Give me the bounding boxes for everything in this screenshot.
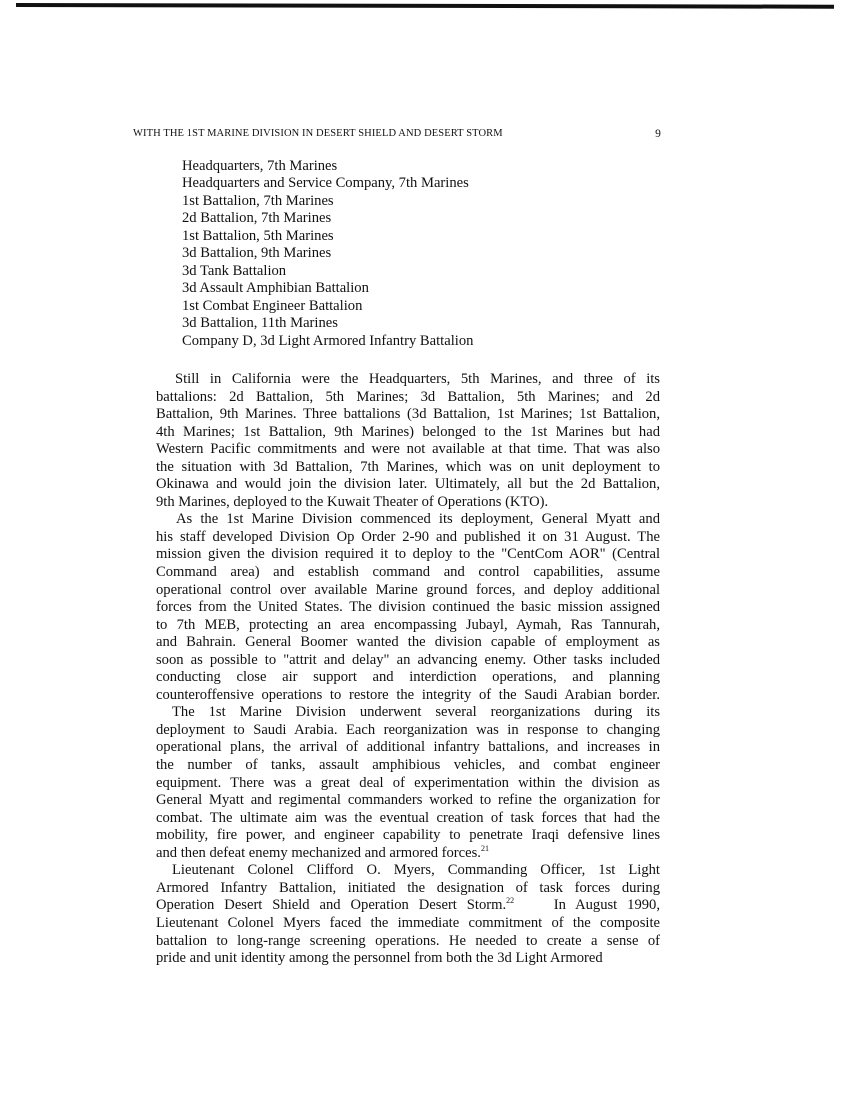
text-line: battalions: 2d Battalion, 5th Marines; 3d Battalion, 5th Marines; and 2d: [156, 388, 660, 405]
text-line: Lieutenant Colonel Clifford O. Myers, Commanding Officer, 1st Light: [172, 862, 660, 879]
text-line: As the 1st Marine Division commenced its deployment, General Myatt and: [176, 511, 660, 528]
unit-list-item: 3d Tank Battalion: [182, 262, 287, 279]
text-line: General Myatt and regimental commanders worked to refine the organization for: [156, 792, 660, 809]
text-line: Command area) and establish command and control capabilities, assume: [156, 564, 660, 581]
text-line: mobility, fire power, and engineer capability to penetrate Iraqi defensive lines: [156, 827, 660, 844]
unit-list-item: Headquarters, 7th Marines: [182, 158, 338, 174]
unit-list-item: 1st Battalion, 7th Marines: [182, 192, 334, 209]
text-line: 9th Marines, deployed to the Kuwait Theater of Operations (KTO).: [156, 493, 549, 510]
text-line: The 1st Marine Division underwent several reorganizations during its: [172, 704, 660, 721]
text-line: the situation with 3d Battalion, 7th Marines, which was on unit deployment to: [156, 458, 660, 475]
top-edge-rule: [16, 3, 834, 9]
paragraph-task-forces: [156, 862, 660, 967]
text-line: soon as possible to "attrit and delay" an advancing enemy. Other tasks included: [156, 651, 660, 668]
text-fragment: In August 1990,: [553, 897, 660, 914]
text-line: 4th Marines; 1st Battalion, 9th Marines) belonged to the 1st Marines but had: [156, 423, 660, 440]
text-line: mission given the division required it to deploy to the "CentCom AOR" (Central: [156, 546, 660, 563]
text-line: Battalion, 9th Marines. Three battalions (3d Battalion, 1st Marines; 1st Battalion,: [156, 406, 660, 423]
paragraph-california: [156, 371, 660, 511]
unit-list-item: 1st Battalion, 5th Marines: [182, 227, 334, 244]
text-line: forces from the United States. The division continued the basic mission assigned: [156, 599, 660, 616]
text-line: Western Pacific commitments and were not available at that time. That was also: [156, 441, 660, 458]
text-line: counteroffensive operations to restore the integrity of the Saudi Arabian border.: [156, 686, 660, 703]
running-head: WITH THE 1ST MARINE DIVISION IN DESERT SHIELD AND DESERT STORM: [133, 128, 503, 139]
unit-list: [182, 158, 473, 350]
text-line: Armored Infantry Battalion, initiated the designation of task forces during: [156, 879, 660, 896]
unit-list-item: 3d Battalion, 11th Marines: [182, 315, 338, 332]
unit-list-item: 1st Combat Engineer Battalion: [182, 297, 363, 314]
unit-list-item: Company D, 3d Light Armored Infantry Battalion: [182, 332, 474, 349]
text-line: to 7th MEB, protecting an area encompassing Jubayl, Aymah, Ras Tannurah,: [156, 616, 660, 633]
text-fragment: and then defeat enemy mechanized and armored forces.: [156, 844, 481, 861]
page-number: 9: [655, 128, 661, 140]
text-line: operational plans, the arrival of additional infantry battalions, and increases in: [156, 739, 660, 756]
text-line: the number of tanks, assault amphibious vehicles, and combat engineer: [156, 757, 660, 774]
text-line: battalion to long-range screening operations. He needed to create a sense of: [156, 932, 660, 949]
unit-list-item: 3d Assault Amphibian Battalion: [182, 280, 369, 297]
unit-list-item: 2d Battalion, 7th Marines: [182, 210, 332, 227]
text-line: [156, 845, 660, 863]
text-line: his staff developed Division Op Order 2-90 and published it on 31 August. The: [156, 528, 660, 545]
text-line: Okinawa and would join the division later. Ultimately, all but the 2d Battalion,: [156, 476, 660, 493]
footnote-ref: 22: [506, 897, 515, 906]
text-line: Lieutenant Colonel Myers faced the immediate commitment of the composite: [156, 914, 660, 931]
text-line: deployment to Saudi Arabia. Each reorganization was in response to changing: [156, 721, 660, 738]
unit-list-item: 3d Battalion, 9th Marines: [182, 245, 332, 262]
text-line: combat. The ultimate aim was the eventual creation of task forces that had the: [156, 809, 660, 826]
text-line: operational control over available Marine ground forces, and deploy additional: [156, 581, 660, 598]
paragraph-reorganizations: [156, 704, 660, 862]
text-line: [156, 897, 660, 915]
text-line: conducting close air support and interdiction operations, and planning: [156, 669, 660, 686]
text-line: Still in California were the Headquarters, 5th Marines, and three of its: [175, 371, 660, 387]
paragraph-deployment-order: [156, 511, 660, 704]
footnote-ref: 21: [480, 843, 489, 853]
text-line: equipment. There was a great deal of experimentation within the division as: [156, 774, 660, 791]
text-fragment: Operation Desert Shield and Operation Desert Storm.: [156, 897, 507, 914]
unit-list-item: Headquarters and Service Company, 7th Marines: [182, 175, 469, 192]
text-line: and Bahrain. General Boomer wanted the division capable of employment as: [156, 634, 660, 651]
body-text: [156, 371, 660, 968]
text-line: pride and unit identity among the personnel from both the 3d Light Armored: [156, 950, 603, 967]
